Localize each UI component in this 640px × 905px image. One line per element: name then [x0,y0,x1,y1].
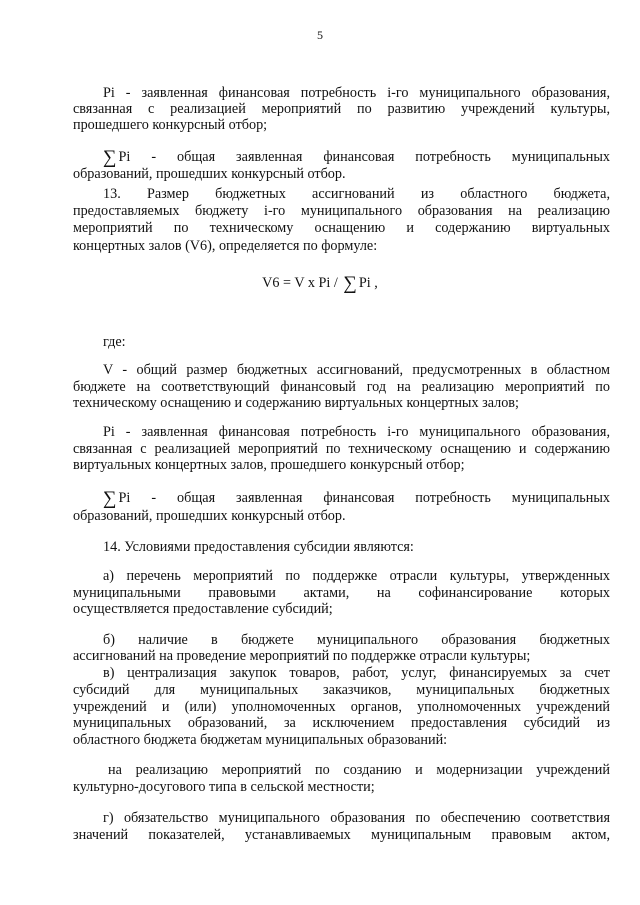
text-line: Pi - заявленная финансовая потребность i-го муниципального образования, [103,424,610,440]
text-line: виртуальных концертных залов, прошедшего конкурсный отбор; [73,457,465,473]
text-line: Pi - общая заявленная финансовая потребность муниципальных [118,490,610,506]
text-line: образований, прошедших конкурсный отбор. [73,166,346,182]
text-line: V - общий размер бюджетных ассигнований, предусмотренных в областном [103,362,610,378]
text-line: ассигнований на проведение мероприятий по поддержке отрасли культуры; [73,648,531,664]
page-number: 5 [317,28,323,42]
text-line: б) наличие в бюджете муниципального образования бюджетных [103,632,610,648]
text-line: бюджете на соответствующий финансовый год на реализацию мероприятий по [73,379,610,395]
text-line: а) перечень мероприятий по поддержке отрасли культуры, утвержденных [103,568,610,584]
text-line: мероприятий по техническому оснащению и содержанию виртуальных [73,220,610,236]
text-line: предоставляемых бюджету i-го муниципального образования на реализацию [73,203,610,219]
sum-symbol-icon: ∑ [103,147,117,168]
sum-symbol-icon: ∑ [103,488,117,509]
text-line: муниципальными правовыми актами, на софинансирование которых [73,585,610,601]
text-line: субсидий для муниципальных заказчиков, муниципальных бюджетных [73,682,610,698]
sum-line [103,490,610,507]
text-line: прошедшего конкурсный отбор; [73,117,268,133]
text-line: областного бюджета бюджетам муниципальных образований: [73,732,448,748]
formula-right-part: Pi , [358,275,378,291]
text-line: г) обязательство муниципального образования по обеспечению соответствия [103,810,610,826]
sum-symbol-icon: ∑ [343,273,357,294]
text-line: культурно-досугового типа в сельской местности; [73,779,375,795]
where-label: где: [103,334,126,350]
text-line: техническому оснащению и содержанию виртуальных концертных залов; [73,395,519,411]
text-line: значений показателей, устанавливаемых муниципальным правовым актом, [73,827,610,843]
formula-left-part: V6 = V x Pi / [262,275,342,291]
text-line: 13. Размер бюджетных ассигнований из областного бюджета, [103,186,610,202]
text-line: осуществляется предоставление субсидий; [73,601,333,617]
sum-line [103,149,610,166]
text-line: концертных залов (V6), определяется по формуле: [73,238,378,254]
text-line: связанная с реализацией мероприятий по развитию учреждений культуры, [73,101,610,117]
text-line: на реализацию мероприятий по созданию и модернизации учреждений [108,762,610,778]
text-line: связанная с реализацией мероприятий по техническому оснащению и содержанию [73,441,610,457]
paragraph-14-heading: 14. Условиями предоставления субсидии являются: [103,539,414,555]
text-line: Pi - общая заявленная финансовая потребность муниципальных [118,149,610,165]
text-line: Pi - заявленная финансовая потребность i-го муниципального образования, [103,85,610,101]
text-line: муниципальных образований, за исключением предоставления субсидий из [73,715,610,731]
text-line: в) централизация закупок товаров, работ, услуг, финансируемых за счет [103,665,610,681]
text-line: учреждений и (или) уполномоченных органов, уполномоченных учреждений [73,699,610,715]
formula [0,275,640,292]
text-line: образований, прошедших конкурсный отбор. [73,508,346,524]
